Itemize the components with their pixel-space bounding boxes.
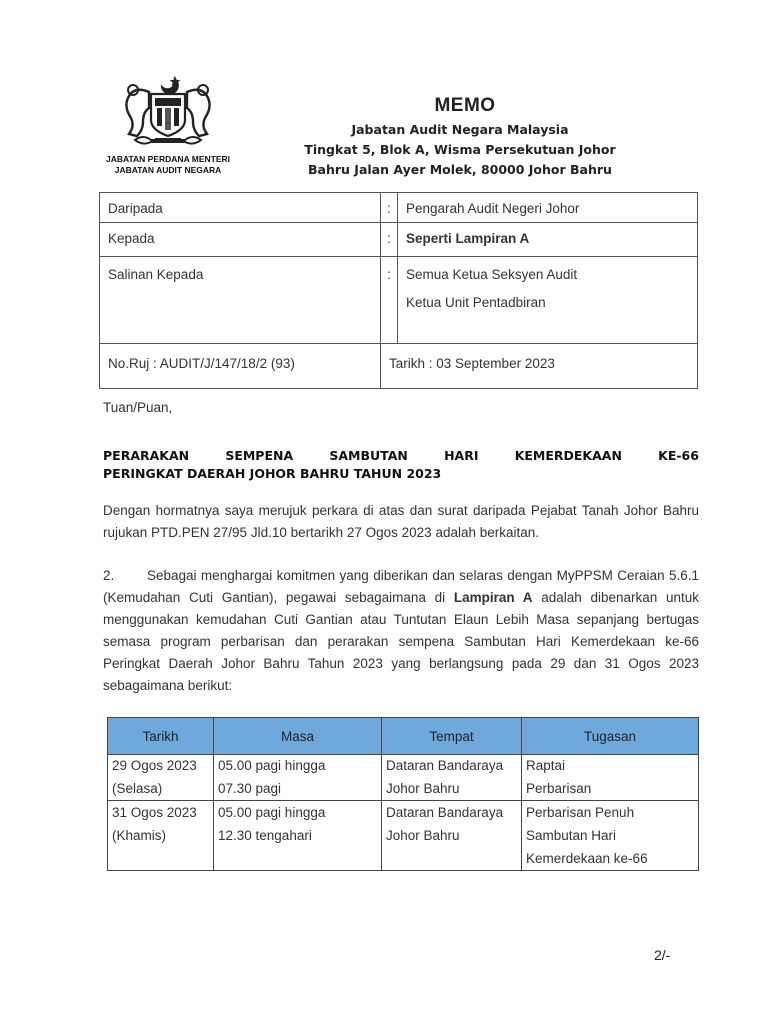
daripada-value: Pengarah Audit Negeri Johor: [398, 193, 698, 223]
column-header-tempat: Tempat: [382, 718, 522, 755]
paragraph-number: 2.: [103, 568, 115, 583]
salutation: Tuan/Puan,: [103, 400, 173, 415]
subject-word: SAMBUTAN: [329, 448, 408, 463]
salinan-recipient: Ketua Unit Pentadbiran: [406, 295, 546, 310]
kepada-value: Seperti Lampiran A: [398, 223, 698, 257]
letterhead-logo: [98, 70, 238, 176]
reference-number: No.Ruj : AUDIT/J/147/18/2 (93): [100, 344, 381, 389]
column-header-masa: Masa: [214, 718, 382, 755]
table-cell: Johor Bahru: [382, 824, 522, 847]
subject-word: KE-66: [658, 448, 699, 463]
table-cell: [108, 847, 214, 871]
paragraph-2-text-cont: adalah dibenarkan untuk menggunakan kemudahan Cuti Gantian atau Tuntutan Elaun Lebih Masa sepanjang bertugas semasa program perbarisan dan perarakan sempena Sambutan Hari Kemerdekaan ke-66 Peringkat Daerah Johor Bahru Tahun 2023 yang berlangsung pada 29 dan 31 Ogos 2023 sebagaimana berikut:: [103, 590, 699, 693]
schedule-table: [107, 717, 699, 871]
table-cell: Perbarisan: [522, 777, 699, 801]
table-row: [108, 824, 699, 847]
table-cell: Dataran Bandaraya: [382, 755, 522, 778]
table-cell: [382, 847, 522, 871]
colon: :: [381, 223, 398, 257]
salinan-recipient: Semua Ketua Seksyen Audit: [406, 267, 578, 282]
table-cell: 05.00 pagi hingga: [214, 801, 382, 825]
salinan-value: [398, 257, 698, 344]
memo-info-table: [99, 192, 698, 389]
subject-word: PERARAKAN: [103, 448, 190, 463]
table-row: [108, 847, 699, 871]
table-cell: 05.00 pagi hingga: [214, 755, 382, 778]
coat-of-arms-icon: [113, 70, 223, 152]
table-cell: 31 Ogos 2023: [108, 801, 214, 825]
table-cell: (Khamis): [108, 824, 214, 847]
table-row: [108, 801, 699, 825]
salinan-label: Salinan Kepada: [100, 257, 381, 344]
memo-date: Tarikh : 03 September 2023: [381, 344, 698, 389]
subject-word: HARI: [444, 448, 479, 463]
logo-caption-ministry: JABATAN PERDANA MENTERI: [105, 154, 231, 164]
table-cell: 12.30 tengahari: [214, 824, 382, 847]
address-line-1: Tingkat 5, Blok A, Wisma Persekutuan Johor: [304, 142, 616, 157]
paragraph-2-text: Sebagai menghargai komitmen yang diberikan dan selaras dengan MyPPSM Ceraian 5.6.1 (Kemudahan Cuti Gantian), pegawai sebagaimana di: [103, 568, 699, 605]
next-page-marker: 2/-: [654, 947, 671, 963]
table-cell: Sambutan Hari: [522, 824, 699, 847]
paragraph-1: Dengan hormatnya saya merujuk perkara di atas dan surat daripada Pejabat Tanah Johor Bahru rujukan PTD.PEN 27/95 Jld.10 bertarikh 27 Ogos 2023 adalah berkaitan.: [103, 503, 699, 540]
subject-line-2: PERINGKAT DAERAH JOHOR BAHRU TAHUN 2023: [103, 466, 442, 481]
subject-word: KEMERDEKAAN: [514, 448, 622, 463]
address-line-2: Bahru Jalan Ayer Molek, 80000 Johor Bahru: [308, 162, 612, 177]
agency-name: Jabatan Audit Negara Malaysia: [351, 122, 569, 137]
table-row: [108, 777, 699, 801]
memo-title: MEMO: [434, 95, 496, 116]
table-cell: [214, 847, 382, 871]
colon: :: [381, 193, 398, 223]
kepada-label: Kepada: [100, 223, 381, 257]
subject-heading: [103, 447, 699, 483]
table-cell: Raptai: [522, 755, 699, 778]
table-cell: 29 Ogos 2023: [108, 755, 214, 778]
table-row: [108, 755, 699, 778]
lampiran-reference: Lampiran A: [453, 590, 533, 605]
table-cell: 07.30 pagi: [214, 777, 382, 801]
logo-caption-department: JABATAN AUDIT NEGARA: [114, 165, 222, 175]
subject-word: SEMPENA: [225, 448, 294, 463]
colon: :: [381, 257, 398, 344]
table-cell: Johor Bahru: [382, 777, 522, 801]
letterhead: [270, 95, 640, 180]
table-cell: (Selasa): [108, 777, 214, 801]
table-cell: Dataran Bandaraya: [382, 801, 522, 825]
table-cell: Perbarisan Penuh: [522, 801, 699, 825]
table-cell: Kemerdekaan ke-66: [522, 847, 699, 871]
subject-line-1: [103, 447, 699, 465]
paragraph-2: [103, 565, 699, 697]
daripada-label: Daripada: [100, 193, 381, 223]
column-header-tarikh: Tarikh: [108, 718, 214, 755]
schedule-header-row: [108, 718, 699, 755]
column-header-tugasan: Tugasan: [522, 718, 699, 755]
